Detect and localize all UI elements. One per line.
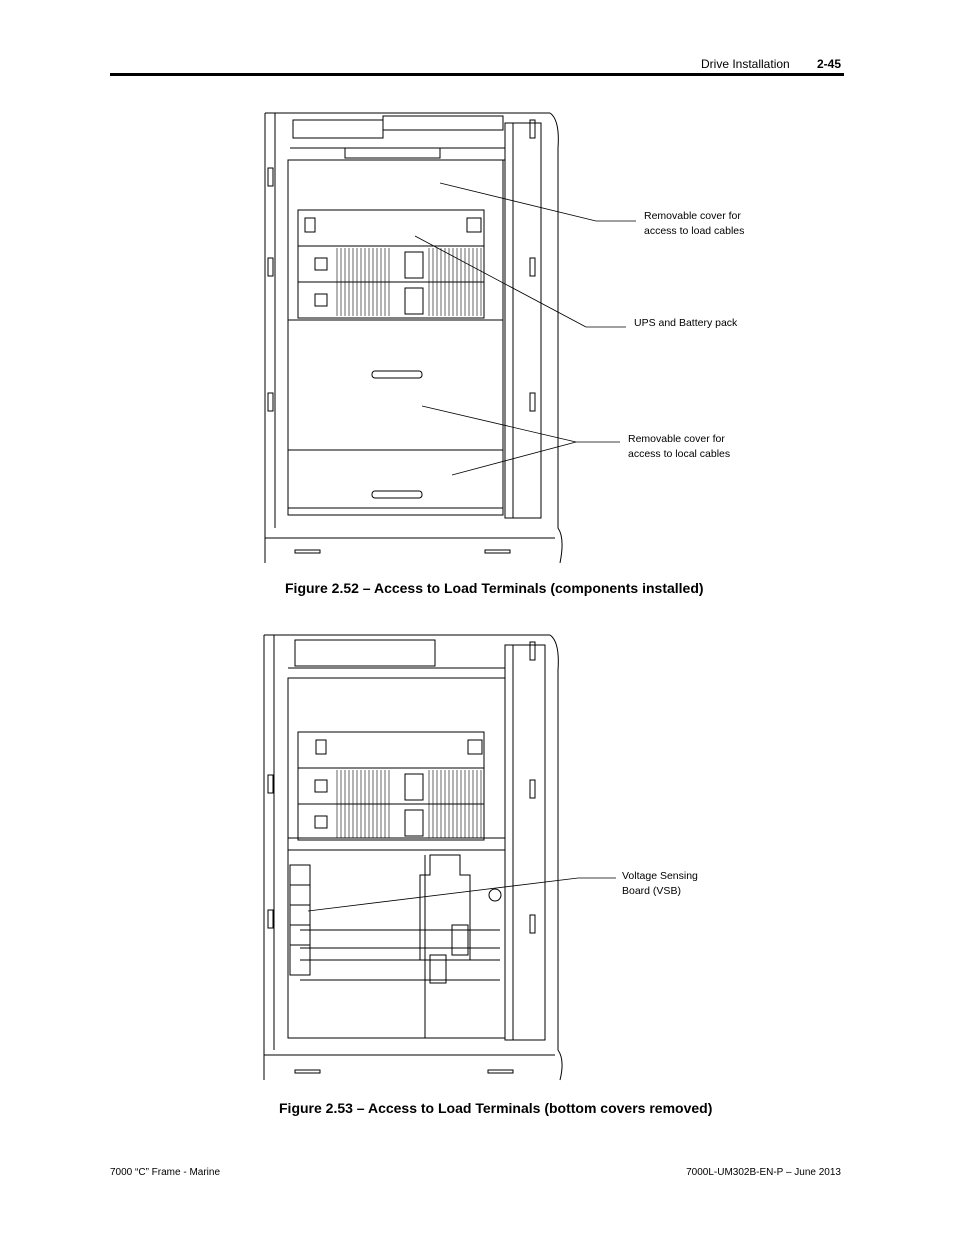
header-rule [110, 73, 844, 76]
callout-local-cables-cover [628, 432, 730, 462]
figure-2-53-leaders [300, 870, 620, 920]
figure-2-52-caption: Figure 2.52 – Access to Load Terminals (components installed) [285, 580, 704, 596]
footer-right: 7000L-UM302B-EN-P – June 2013 [686, 1167, 841, 1178]
callout-line: Removable cover for [628, 433, 725, 445]
callout-ups-battery [634, 316, 737, 331]
callout-line: UPS and Battery pack [634, 317, 738, 329]
figure-2-52-leaders [400, 170, 640, 480]
figure-2-53-drawing [260, 630, 575, 1085]
callout-line: Board (VSB) [622, 885, 681, 897]
figure-2-53-caption: Figure 2.53 – Access to Load Terminals (bottom covers removed) [279, 1100, 713, 1116]
callout-vsb [622, 869, 698, 899]
running-header-section: Drive Installation [701, 57, 790, 71]
callout-line: Removable cover for [644, 210, 741, 222]
page-number: 2-45 [817, 57, 842, 71]
callout-line: access to load cables [644, 225, 745, 237]
callout-line: access to local cables [628, 448, 731, 460]
callout-line: Voltage Sensing [622, 870, 698, 882]
callout-load-cables-cover [644, 209, 744, 239]
footer-left: 7000 “C” Frame - Marine [110, 1167, 221, 1178]
